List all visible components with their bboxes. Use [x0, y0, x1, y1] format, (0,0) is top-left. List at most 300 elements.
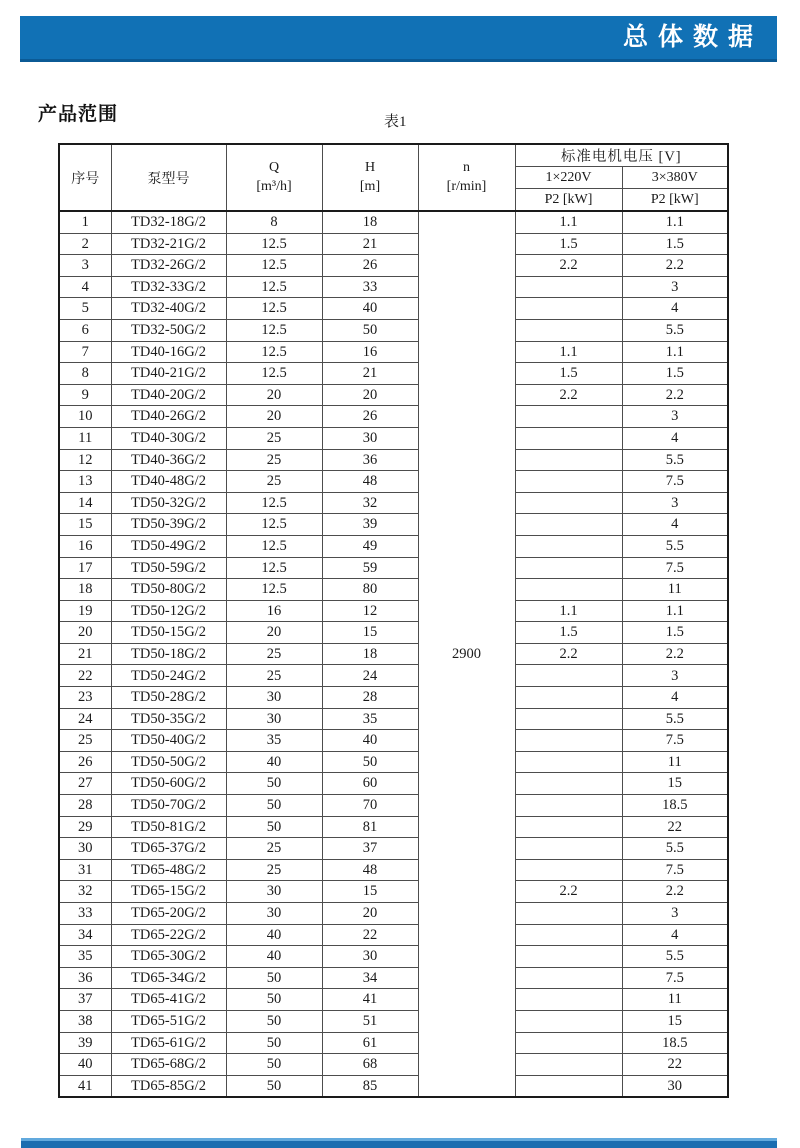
- cell-h: 40: [322, 298, 418, 320]
- table-row: [59, 449, 728, 471]
- cell-q: 25: [226, 643, 322, 665]
- cell-q: 50: [226, 1075, 322, 1097]
- cell-seq: 31: [59, 859, 111, 881]
- cell-p2-220v: [515, 1075, 622, 1097]
- cell-p2-220v: 1.5: [515, 622, 622, 644]
- cell-h: 48: [322, 859, 418, 881]
- cell-h: 51: [322, 1010, 418, 1032]
- cell-q: 12.5: [226, 255, 322, 277]
- col-header-seq-label: 序号: [71, 171, 100, 187]
- cell-model: TD65-85G/2: [111, 1075, 226, 1097]
- cell-p2-220v: 1.1: [515, 600, 622, 622]
- cell-p2-220v: 2.2: [515, 255, 622, 277]
- cell-model: TD40-21G/2: [111, 363, 226, 385]
- cell-h: 26: [322, 255, 418, 277]
- cell-q: 12.5: [226, 233, 322, 255]
- table-row: [59, 233, 728, 255]
- cell-p2-380v: 1.1: [622, 341, 728, 363]
- table-row: [59, 751, 728, 773]
- cell-q: 30: [226, 881, 322, 903]
- cell-p2-380v: 4: [622, 687, 728, 709]
- cell-p2-220v: [515, 773, 622, 795]
- table-row: [59, 924, 728, 946]
- cell-h: 50: [322, 751, 418, 773]
- cell-h: 48: [322, 471, 418, 493]
- cell-p2-380v: 15: [622, 1010, 728, 1032]
- col-header-220v: 1×220V: [515, 167, 622, 189]
- cell-model: TD32-18G/2: [111, 211, 226, 233]
- cell-p2-380v: 7.5: [622, 859, 728, 881]
- cell-seq: 16: [59, 535, 111, 557]
- table-row: [59, 276, 728, 298]
- cell-q: 50: [226, 1054, 322, 1076]
- table-row: [59, 557, 728, 579]
- cell-seq: 29: [59, 816, 111, 838]
- col-header-n-unit: [r/min]: [446, 178, 487, 194]
- table-row: [59, 967, 728, 989]
- cell-p2-220v: [515, 492, 622, 514]
- cell-p2-380v: 3: [622, 406, 728, 428]
- table-body: [59, 211, 728, 1097]
- table-header: [59, 144, 728, 211]
- cell-p2-380v: 1.5: [622, 363, 728, 385]
- cell-model: TD65-37G/2: [111, 838, 226, 860]
- table-row: [59, 687, 728, 709]
- cell-p2-220v: [515, 946, 622, 968]
- cell-model: TD50-59G/2: [111, 557, 226, 579]
- table-row: [59, 622, 728, 644]
- cell-h: 70: [322, 795, 418, 817]
- cell-q: 25: [226, 838, 322, 860]
- cell-model: TD50-12G/2: [111, 600, 226, 622]
- cell-model: TD40-16G/2: [111, 341, 226, 363]
- table-row: [59, 579, 728, 601]
- cell-q: 12.5: [226, 514, 322, 536]
- cell-p2-380v: 22: [622, 816, 728, 838]
- col-header-model: [111, 144, 226, 211]
- col-header-n: [418, 144, 515, 211]
- cell-p2-220v: [515, 838, 622, 860]
- cell-model: TD32-50G/2: [111, 319, 226, 341]
- cell-seq: 30: [59, 838, 111, 860]
- cell-h: 22: [322, 924, 418, 946]
- col-header-p2-380v: P2 [kW]: [622, 189, 728, 212]
- cell-seq: 9: [59, 384, 111, 406]
- table-row: [59, 406, 728, 428]
- cell-seq: 4: [59, 276, 111, 298]
- cell-q: 30: [226, 687, 322, 709]
- cell-h: 28: [322, 687, 418, 709]
- cell-seq: 41: [59, 1075, 111, 1097]
- cell-h: 85: [322, 1075, 418, 1097]
- cell-model: TD50-40G/2: [111, 730, 226, 752]
- cell-model: TD65-20G/2: [111, 903, 226, 925]
- cell-seq: 2: [59, 233, 111, 255]
- cell-seq: 18: [59, 579, 111, 601]
- table-row: [59, 492, 728, 514]
- table-row: [59, 795, 728, 817]
- cell-p2-380v: 3: [622, 665, 728, 687]
- cell-seq: 3: [59, 255, 111, 277]
- cell-model: TD65-15G/2: [111, 881, 226, 903]
- col-header-q: [226, 144, 322, 211]
- cell-p2-380v: 30: [622, 1075, 728, 1097]
- cell-q: 12.5: [226, 341, 322, 363]
- cell-p2-220v: [515, 449, 622, 471]
- cell-q: 50: [226, 816, 322, 838]
- cell-p2-220v: 1.5: [515, 233, 622, 255]
- cell-p2-220v: [515, 795, 622, 817]
- table-row: [59, 1032, 728, 1054]
- cell-p2-220v: [515, 427, 622, 449]
- cell-q: 25: [226, 665, 322, 687]
- cell-h: 50: [322, 319, 418, 341]
- cell-p2-220v: [515, 751, 622, 773]
- cell-q: 20: [226, 622, 322, 644]
- cell-q: 20: [226, 384, 322, 406]
- cell-seq: 1: [59, 211, 111, 233]
- cell-h: 35: [322, 708, 418, 730]
- section-title: 产品范围: [38, 104, 119, 125]
- cell-p2-380v: 5.5: [622, 946, 728, 968]
- cell-seq: 5: [59, 298, 111, 320]
- table-row: [59, 319, 728, 341]
- cell-q: 50: [226, 795, 322, 817]
- cell-p2-220v: [515, 276, 622, 298]
- cell-q: 40: [226, 924, 322, 946]
- cell-seq: 35: [59, 946, 111, 968]
- cell-model: TD65-34G/2: [111, 967, 226, 989]
- cell-model: TD50-32G/2: [111, 492, 226, 514]
- cell-p2-220v: [515, 708, 622, 730]
- col-header-h-unit: [m]: [359, 178, 381, 194]
- cell-p2-380v: 3: [622, 492, 728, 514]
- cell-p2-380v: 5.5: [622, 319, 728, 341]
- table-row: [59, 773, 728, 795]
- col-header-n-symbol: n: [463, 159, 470, 175]
- cell-p2-380v: 11: [622, 989, 728, 1011]
- cell-h: 36: [322, 449, 418, 471]
- cell-q: 30: [226, 708, 322, 730]
- cell-q: 25: [226, 471, 322, 493]
- cell-p2-220v: [515, 967, 622, 989]
- cell-model: TD50-15G/2: [111, 622, 226, 644]
- table-row: [59, 838, 728, 860]
- cell-seq: 40: [59, 1054, 111, 1076]
- cell-model: TD65-41G/2: [111, 989, 226, 1011]
- cell-h: 40: [322, 730, 418, 752]
- cell-seq: 38: [59, 1010, 111, 1032]
- cell-model: TD65-22G/2: [111, 924, 226, 946]
- cell-seq: 12: [59, 449, 111, 471]
- cell-q: 50: [226, 1032, 322, 1054]
- cell-p2-380v: 15: [622, 773, 728, 795]
- cell-h: 16: [322, 341, 418, 363]
- table-row: [59, 1075, 728, 1097]
- cell-seq: 15: [59, 514, 111, 536]
- cell-seq: 27: [59, 773, 111, 795]
- cell-p2-380v: 2.2: [622, 643, 728, 665]
- cell-p2-380v: 18.5: [622, 1032, 728, 1054]
- cell-p2-220v: [515, 298, 622, 320]
- cell-model: TD50-35G/2: [111, 708, 226, 730]
- cell-q: 35: [226, 730, 322, 752]
- table-row: [59, 363, 728, 385]
- cell-q: 12.5: [226, 535, 322, 557]
- cell-seq: 32: [59, 881, 111, 903]
- cell-p2-220v: [515, 989, 622, 1011]
- cell-model: TD40-36G/2: [111, 449, 226, 471]
- cell-h: 39: [322, 514, 418, 536]
- cell-p2-220v: [515, 730, 622, 752]
- cell-h: 21: [322, 233, 418, 255]
- product-range-table: [58, 143, 729, 1098]
- cell-model: TD50-49G/2: [111, 535, 226, 557]
- cell-p2-220v: [515, 859, 622, 881]
- cell-seq: 7: [59, 341, 111, 363]
- cell-model: TD65-61G/2: [111, 1032, 226, 1054]
- table-row: [59, 535, 728, 557]
- cell-model: TD50-80G/2: [111, 579, 226, 601]
- cell-model: TD50-18G/2: [111, 643, 226, 665]
- cell-model: TD32-21G/2: [111, 233, 226, 255]
- col-header-380v: 3×380V: [622, 167, 728, 189]
- cell-q: 50: [226, 773, 322, 795]
- cell-h: 15: [322, 881, 418, 903]
- cell-p2-220v: [515, 816, 622, 838]
- cell-q: 50: [226, 967, 322, 989]
- cell-seq: 10: [59, 406, 111, 428]
- cell-h: 12: [322, 600, 418, 622]
- cell-p2-380v: 7.5: [622, 730, 728, 752]
- cell-h: 37: [322, 838, 418, 860]
- cell-p2-220v: 2.2: [515, 881, 622, 903]
- col-header-h: [322, 144, 418, 211]
- cell-q: 12.5: [226, 579, 322, 601]
- cell-p2-220v: [515, 1054, 622, 1076]
- cell-q: 25: [226, 449, 322, 471]
- table-row: [59, 859, 728, 881]
- col-header-p2-220v: P2 [kW]: [515, 189, 622, 212]
- cell-h: 18: [322, 643, 418, 665]
- cell-p2-220v: 1.1: [515, 341, 622, 363]
- cell-seq: 19: [59, 600, 111, 622]
- cell-q: 25: [226, 427, 322, 449]
- header-banner: [20, 16, 777, 62]
- cell-model: TD50-39G/2: [111, 514, 226, 536]
- cell-seq: 22: [59, 665, 111, 687]
- table-row: [59, 816, 728, 838]
- cell-p2-380v: 4: [622, 427, 728, 449]
- cell-h: 30: [322, 946, 418, 968]
- cell-p2-380v: 1.5: [622, 622, 728, 644]
- cell-q: 50: [226, 1010, 322, 1032]
- cell-p2-380v: 4: [622, 514, 728, 536]
- table-row: [59, 881, 728, 903]
- cell-q: 25: [226, 859, 322, 881]
- cell-h: 81: [322, 816, 418, 838]
- cell-model: TD50-60G/2: [111, 773, 226, 795]
- cell-model: TD40-48G/2: [111, 471, 226, 493]
- cell-seq: 8: [59, 363, 111, 385]
- cell-p2-220v: [515, 1010, 622, 1032]
- table-row: [59, 989, 728, 1011]
- cell-h: 30: [322, 427, 418, 449]
- footer-bar: [21, 1138, 777, 1148]
- cell-p2-220v: 2.2: [515, 643, 622, 665]
- cell-seq: 14: [59, 492, 111, 514]
- cell-seq: 28: [59, 795, 111, 817]
- cell-p2-380v: 18.5: [622, 795, 728, 817]
- cell-seq: 17: [59, 557, 111, 579]
- col-header-h-symbol: H: [364, 159, 376, 175]
- cell-p2-380v: 5.5: [622, 449, 728, 471]
- cell-seq: 33: [59, 903, 111, 925]
- table-row: [59, 643, 728, 665]
- cell-model: TD40-26G/2: [111, 406, 226, 428]
- cell-q: 12.5: [226, 298, 322, 320]
- cell-q: 20: [226, 406, 322, 428]
- cell-p2-220v: [515, 687, 622, 709]
- cell-p2-380v: 5.5: [622, 535, 728, 557]
- cell-h: 34: [322, 967, 418, 989]
- cell-seq: 39: [59, 1032, 111, 1054]
- table-row: [59, 427, 728, 449]
- cell-p2-220v: [515, 471, 622, 493]
- cell-p2-380v: 11: [622, 579, 728, 601]
- cell-p2-220v: [515, 514, 622, 536]
- cell-p2-380v: 7.5: [622, 557, 728, 579]
- cell-h: 24: [322, 665, 418, 687]
- cell-h: 32: [322, 492, 418, 514]
- cell-q: 50: [226, 989, 322, 1011]
- cell-h: 20: [322, 903, 418, 925]
- cell-p2-380v: 4: [622, 924, 728, 946]
- table-row: [59, 1054, 728, 1076]
- cell-seq: 34: [59, 924, 111, 946]
- cell-q: 8: [226, 211, 322, 233]
- table-row: [59, 384, 728, 406]
- cell-h: 18: [322, 211, 418, 233]
- cell-h: 15: [322, 622, 418, 644]
- cell-h: 33: [322, 276, 418, 298]
- cell-q: 12.5: [226, 492, 322, 514]
- cell-p2-380v: 3: [622, 903, 728, 925]
- cell-h: 26: [322, 406, 418, 428]
- cell-p2-380v: 2.2: [622, 384, 728, 406]
- table-row: [59, 708, 728, 730]
- cell-h: 80: [322, 579, 418, 601]
- cell-h: 21: [322, 363, 418, 385]
- cell-h: 41: [322, 989, 418, 1011]
- cell-seq: 6: [59, 319, 111, 341]
- cell-seq: 23: [59, 687, 111, 709]
- cell-p2-380v: 1.1: [622, 211, 728, 233]
- table-row: [59, 600, 728, 622]
- table-row: [59, 341, 728, 363]
- cell-model: TD65-51G/2: [111, 1010, 226, 1032]
- table-row: [59, 730, 728, 752]
- cell-p2-380v: 7.5: [622, 471, 728, 493]
- cell-seq: 26: [59, 751, 111, 773]
- cell-p2-220v: [515, 557, 622, 579]
- table-row: [59, 298, 728, 320]
- cell-seq: 36: [59, 967, 111, 989]
- cell-model: TD32-26G/2: [111, 255, 226, 277]
- cell-model: TD50-24G/2: [111, 665, 226, 687]
- cell-q: 30: [226, 903, 322, 925]
- cell-p2-380v: 1.1: [622, 600, 728, 622]
- col-header-q-unit: [m³/h]: [256, 178, 292, 194]
- cell-n-speed: 2900: [418, 211, 515, 1097]
- cell-p2-380v: 5.5: [622, 708, 728, 730]
- cell-model: TD32-33G/2: [111, 276, 226, 298]
- cell-seq: 11: [59, 427, 111, 449]
- cell-model: TD50-28G/2: [111, 687, 226, 709]
- cell-p2-380v: 11: [622, 751, 728, 773]
- col-header-seq: [59, 144, 111, 211]
- cell-h: 61: [322, 1032, 418, 1054]
- cell-seq: 20: [59, 622, 111, 644]
- cell-q: 40: [226, 751, 322, 773]
- table-row: [59, 514, 728, 536]
- cell-model: TD50-81G/2: [111, 816, 226, 838]
- cell-model: TD32-40G/2: [111, 298, 226, 320]
- table-row: [59, 1010, 728, 1032]
- cell-p2-380v: 1.5: [622, 233, 728, 255]
- table-row: [59, 946, 728, 968]
- cell-p2-220v: [515, 319, 622, 341]
- table-row: [59, 255, 728, 277]
- cell-h: 59: [322, 557, 418, 579]
- cell-q: 12.5: [226, 363, 322, 385]
- page-header-title: 总体数据: [622, 23, 763, 51]
- cell-q: 16: [226, 600, 322, 622]
- table-row: [59, 665, 728, 687]
- cell-model: TD50-70G/2: [111, 795, 226, 817]
- cell-seq: 21: [59, 643, 111, 665]
- col-header-q-symbol: Q: [268, 159, 280, 175]
- table-row: [59, 211, 728, 233]
- cell-p2-380v: 3: [622, 276, 728, 298]
- cell-h: 60: [322, 773, 418, 795]
- cell-p2-380v: 5.5: [622, 838, 728, 860]
- cell-q: 12.5: [226, 319, 322, 341]
- cell-h: 20: [322, 384, 418, 406]
- cell-p2-380v: 4: [622, 298, 728, 320]
- cell-p2-220v: [515, 1032, 622, 1054]
- col-header-model-label: 泵型号: [147, 171, 190, 187]
- cell-p2-220v: 2.2: [515, 384, 622, 406]
- cell-p2-220v: [515, 665, 622, 687]
- cell-p2-380v: 7.5: [622, 967, 728, 989]
- cell-seq: 13: [59, 471, 111, 493]
- cell-p2-380v: 2.2: [622, 881, 728, 903]
- cell-q: 12.5: [226, 557, 322, 579]
- cell-q: 40: [226, 946, 322, 968]
- cell-p2-220v: [515, 579, 622, 601]
- table-caption: 表1: [384, 114, 407, 130]
- cell-model: TD65-48G/2: [111, 859, 226, 881]
- cell-p2-380v: 22: [622, 1054, 728, 1076]
- cell-p2-220v: [515, 535, 622, 557]
- table-row: [59, 903, 728, 925]
- cell-seq: 25: [59, 730, 111, 752]
- cell-h: 68: [322, 1054, 418, 1076]
- cell-p2-380v: 2.2: [622, 255, 728, 277]
- cell-model: TD40-30G/2: [111, 427, 226, 449]
- cell-p2-220v: [515, 406, 622, 428]
